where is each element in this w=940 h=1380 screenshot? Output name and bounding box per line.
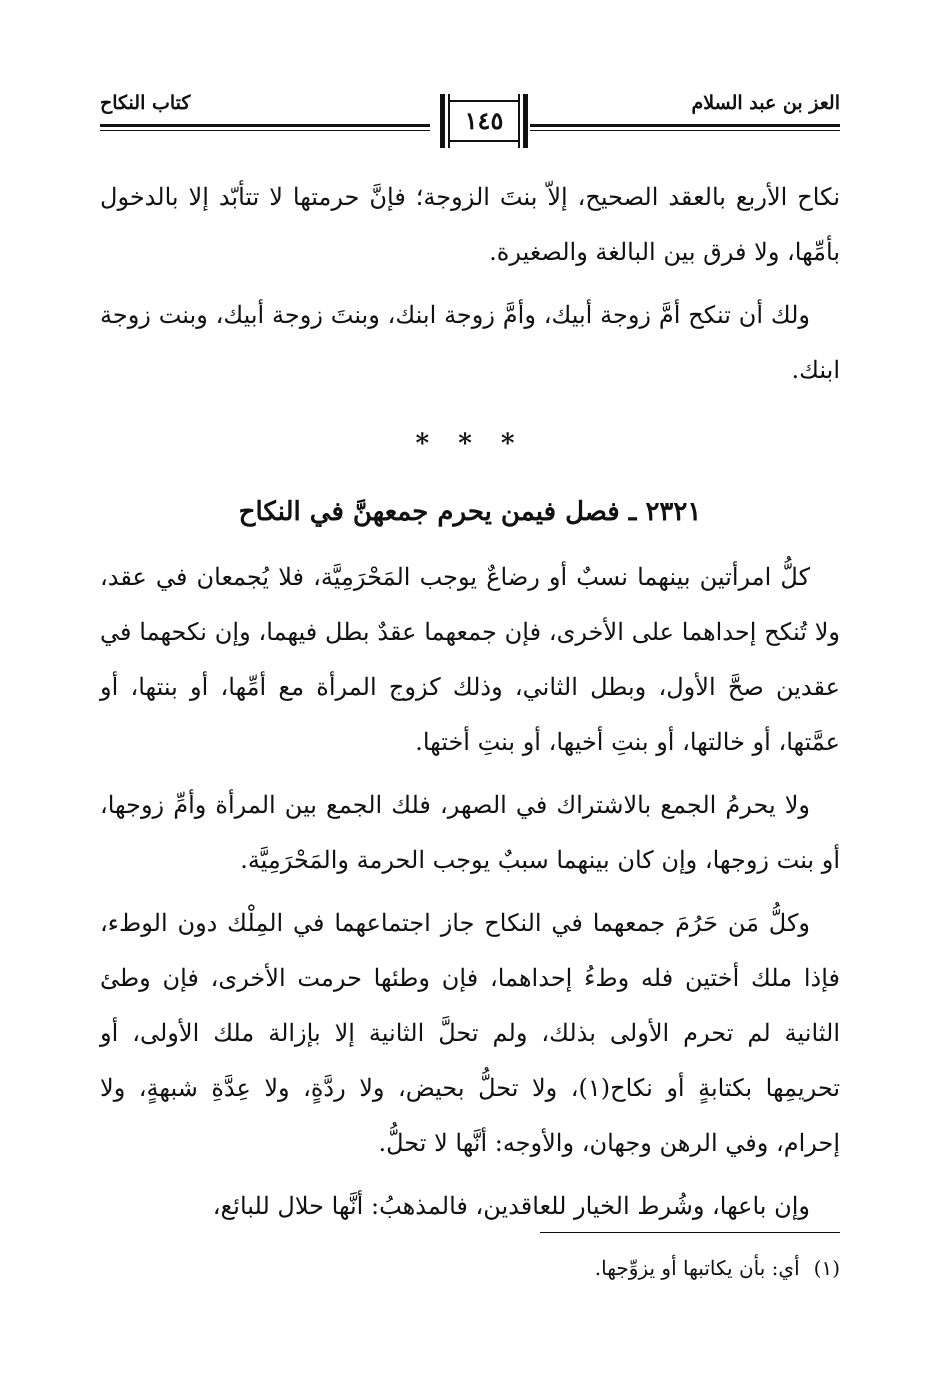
footnote-rule [540, 1232, 840, 1233]
paragraph-4: ولا يحرمُ الجمع بالاشتراك في الصهر، فلك الجمع بين المرأة وأمِّ زوجها، أو بنت زوجها، وإن كان بينهما سببٌ يوجب الحرمة والمَحْرَمِيَّة. [100, 791, 840, 874]
paragraph-6: وإن باعها، وشُرط الخيار للعاقدين، فالمذهبُ: أنَّها حلال للبائع، [212, 1192, 810, 1220]
header-author: العز بن عبد السلام [691, 92, 840, 114]
page-header [100, 80, 840, 170]
footnote-marker: (١) [813, 1256, 840, 1280]
section-heading: ٢٣٢١ ـ فصل فيمن يحرم جمعهنَّ في النكاح [238, 497, 702, 527]
footnote [100, 1248, 840, 1288]
section-separator: * * * [415, 429, 525, 459]
paragraph-1: نكاح الأربع بالعقد الصحيح، إلاّ بنتَ الزوجة؛ فإنَّ حرمتها لا تتأبّد إلا بالدخول بأمِّها، ولا فرق بين البالغة والصغيرة. [100, 183, 840, 266]
footnote-text: أي: بأن يكاتبها أو يزوِّجها. [594, 1256, 800, 1280]
header-rule-right [530, 124, 840, 127]
header-section: كتاب النكاح [100, 92, 191, 114]
paragraph-3: كلُّ امرأتين بينهما نسبٌ أو رضاعٌ يوجب المَحْرَمِيَّة، فلا يُجمعان في عقد، ولا تُنكح إحداهما على الأخرى، فإن جمعهما عقدٌ بطل فيهما، وإن نكحهما في عقدين صحَّ الأول، وبطل الثاني، وذلك كزوج المرأة مع أمِّها، أو بنتها، أو عمَّتها، أو خالتها، أو بنتِ أخيها، أو بنتِ أختها. [100, 563, 840, 756]
header-rule-left [100, 124, 430, 127]
header-rule-left-thin [100, 130, 430, 131]
paragraph-2: ولك أن تنكح أمَّ زوجة أبيك، وأمَّ زوجة ابنك، وبنتَ زوجة أبيك، وبنت زوجة ابنك. [100, 301, 840, 384]
page-number: ١٤٥ [464, 106, 504, 135]
page-body [100, 170, 840, 1242]
paragraph-5: وكلُّ مَن حَرُمَ جمعهما في النكاح جاز اجتماعهما في المِلْك دون الوطء، فإذا ملك أختين فله وطءُ إحداهما، فإن وطئها حرمت الأخرى، فإن وطئ الثانية لم تحرم الأولى بذلك، ولم تحلَّ الثانية إلا بإزالة ملك الأولى، أو تحريمِها بكتابةٍ أو نكاح(١)، ولا تحلُّ بحيض، ولا ردَّةٍ، ولا عِدَّةِ شبهةٍ، ولا إحرام، وفي الرهن وجهان، والأوجه: أنَّها لا تحلُّ. [100, 909, 841, 1157]
header-rule-right-thin [530, 130, 840, 131]
page-number-frame [440, 94, 528, 148]
